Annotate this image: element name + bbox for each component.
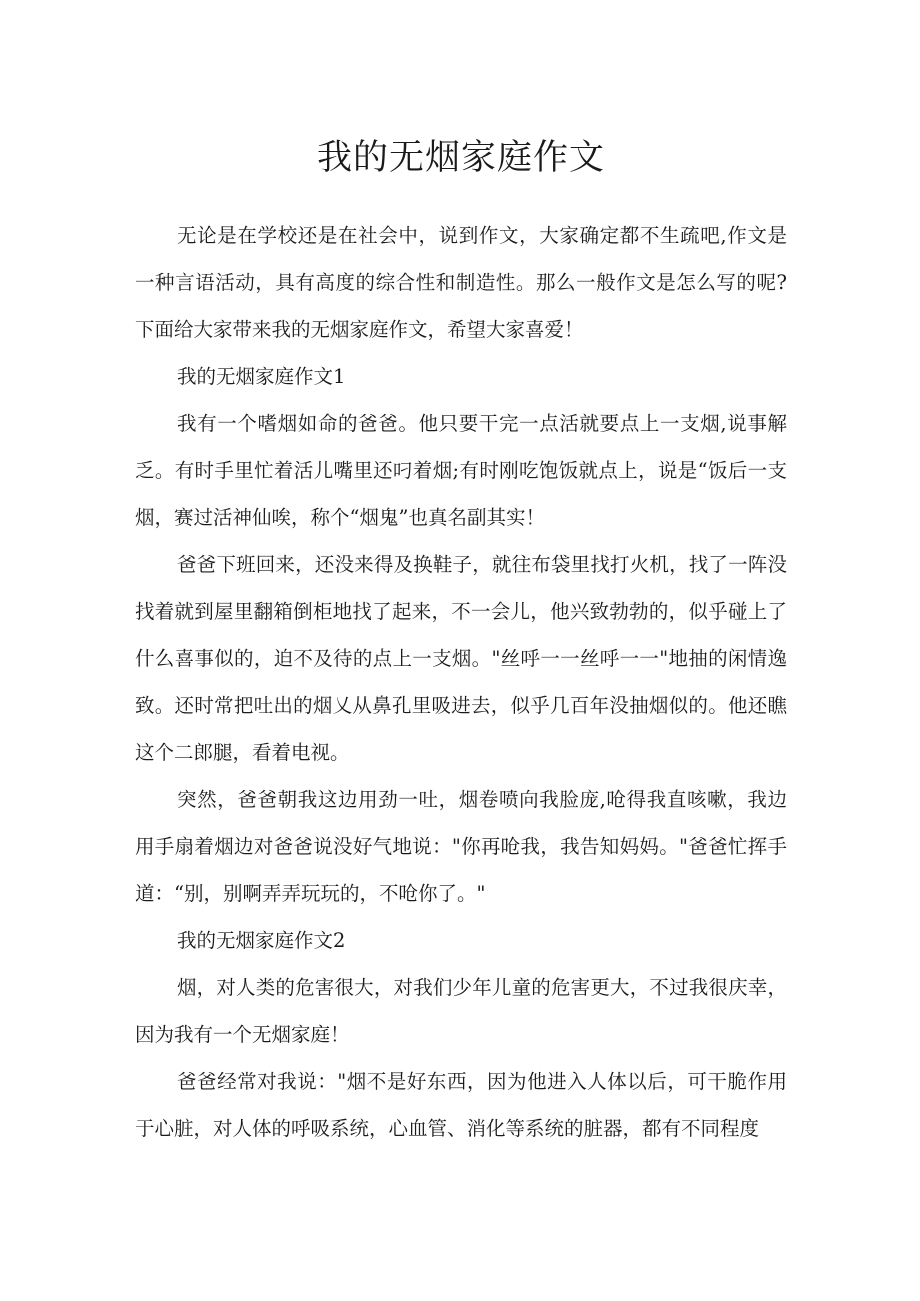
section1-paragraph-1: 我有一个嗜烟如命的爸爸。他只要干完一点活就要点上一支烟,说事解乏。有时手里忙着活儿嘴里还叼着烟;有时刚吃饱饭就点上，说是“饭后一支烟，赛过活神仙唉，称个“烟鬼”也真名副其实！ (135, 412, 787, 529)
section1-paragraph-2: 爸爸下班回来，还没来得及换鞋子，就往布袋里找打火机，找了一阵没找着就到屋里翻箱倒柜地找了起来，不一会儿，他兴致勃勃的，似乎碰上了什么喜事似的，迫不及待的点上一支烟。"丝呼一一丝呼一一"地抽的闲情逸致。还时常把吐出的烟乂从鼻孔里吸进去，似乎几百年没抽烟似的。他还瞧这个二郎腿，看着电视。 (135, 553, 787, 764)
section1-paragraph-3: 突然，爸爸朝我这边用劲一吐，烟卷喷向我脸庞,呛得我直咳嗽，我边用手扇着烟边对爸爸说没好气地说："你再呛我，我告知妈妈。"爸爸忙挥手道：“别，别啊弄弄玩玩的，不呛你了。" (135, 788, 787, 905)
section2-paragraph-2: 爸爸经常对我说："烟不是好东西，因为他进入人体以后，可干脆作用于心脏，对人体的呼吸系统，心血管、消化等系统的脏器，都有不同程度 (135, 1070, 787, 1140)
section2-paragraph-1: 烟，对人类的危害很大，对我们少年儿童的危害更大，不过我很庆幸，因为我有一个无烟家庭！ (135, 976, 787, 1046)
document-title: 我的无烟家庭作文 (316, 138, 605, 178)
section1-heading: 我的无烟家庭作文1 (177, 365, 346, 388)
intro-paragraph: 无论是在学校还是在社会中，说到作文，大家确定都不生疏吧,作文是一种言语活动，具有高度的综合性和制造性。那么一般作文是怎么写的呢?下面给大家带来我的无烟家庭作文，希望大家喜爱！ (135, 224, 787, 341)
section2-heading: 我的无烟家庭作文2 (177, 929, 346, 952)
